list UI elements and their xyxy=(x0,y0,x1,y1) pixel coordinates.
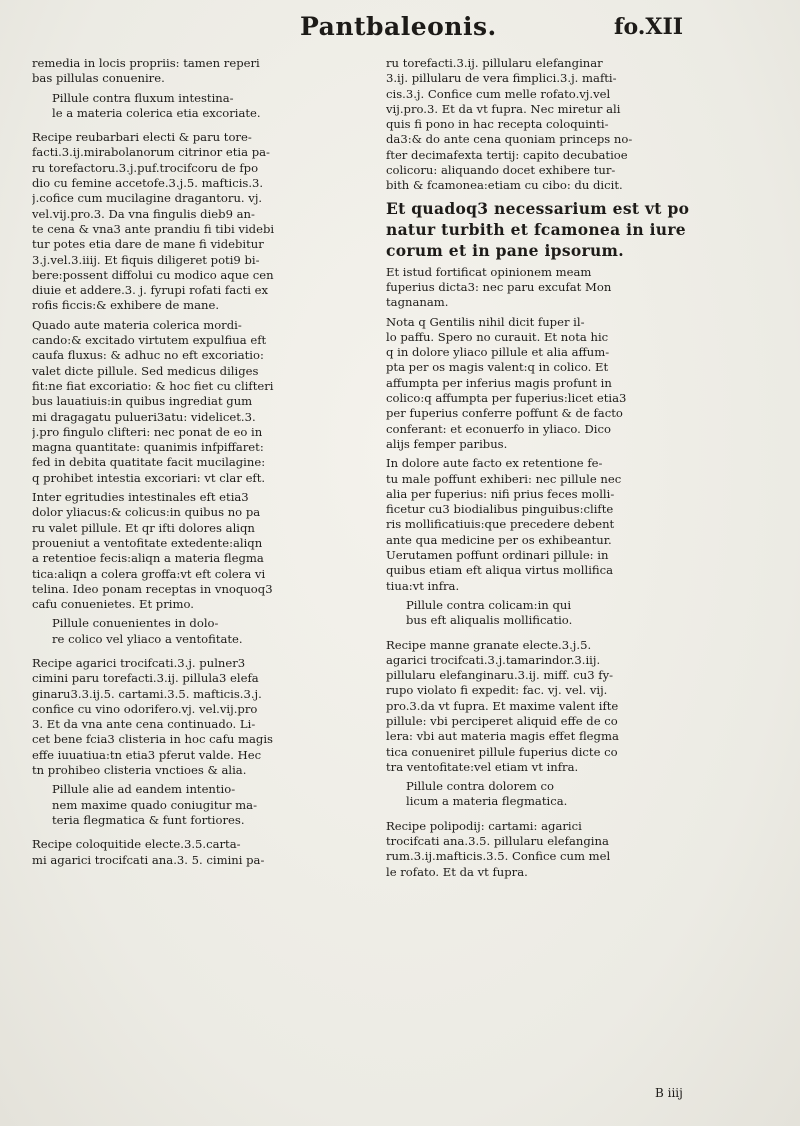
text-line: Quado aute materia colerica mordi- xyxy=(32,317,242,332)
text-line: rofis ficcis:& exhibere de mane. xyxy=(32,298,220,313)
text-line: q prohibet intestia excoriari: vt clar eft. xyxy=(32,470,266,485)
text-line: Pillule contra dolorem co xyxy=(406,779,555,794)
text-line: bere:possent diffolui cu modico aque cen xyxy=(32,267,274,282)
text-line: tur potes etia dare de mane fi videbitur xyxy=(32,237,264,252)
text-line: telina. Ideo ponam receptas in vnoquoq3 xyxy=(32,581,273,596)
right-paragraph xyxy=(386,819,724,880)
right-paragraph xyxy=(386,56,724,194)
text-line: bus lauatiuis:in quibus ingrediat gum xyxy=(32,394,253,409)
right-heading xyxy=(386,198,724,261)
text-line: proueniut a ventofitate extedente:aliqn xyxy=(32,535,263,550)
text-line: quibus etiam eft aliqua virtus mollifica xyxy=(386,563,614,578)
text-line: tn prohibeo clisteria vnctioes & alia. xyxy=(32,763,247,778)
left-rubric xyxy=(32,616,370,647)
paragraph-gap xyxy=(386,881,724,884)
text-line: conferant: et econuerfo in yliaco. Dico xyxy=(386,421,611,436)
text-line: In dolore aute facto ex retentione fe- xyxy=(386,456,603,471)
text-line: fit:ne fiat excoriatio: & hoc fiet cu clifteri xyxy=(32,378,274,393)
left-paragraph xyxy=(32,56,370,87)
paragraph-gap xyxy=(32,122,370,130)
text-line: le a materia colerica etia excoriate. xyxy=(52,105,261,120)
right-paragraph xyxy=(386,265,724,311)
right-rubric xyxy=(386,779,724,810)
text-line: Et istud fortificat opinionem meam xyxy=(386,264,592,279)
text-line: fter decimafexta tertij: capito decubatioe xyxy=(386,147,628,162)
text-line: cis.3.j. Confice cum melle rofato.vj.vel xyxy=(386,86,611,101)
paragraph-gap xyxy=(32,829,370,837)
text-line: cet bene fcia3 clisteria in hoc cafu magis xyxy=(32,732,274,747)
text-line: ris mollificatiuis:que precedere debent xyxy=(386,517,615,532)
text-line: natur turbith et fcamonea in iure xyxy=(386,219,686,239)
text-line: alia per fuperius: nifi prius feces molli- xyxy=(386,486,615,501)
text-line: vij.pro.3. Et da vt fupra. Nec miretur ali xyxy=(386,101,621,116)
text-line: facti.3.ij.mirabolanorum citrinor etia pa- xyxy=(32,145,270,160)
text-line: re colico vel yliaco a ventofitate. xyxy=(52,631,243,646)
text-line: vel.vij.pro.3. Da vna fingulis dieb9 an- xyxy=(32,206,255,221)
text-line: diuie et addere.3. j. fyrupi rofati facti ex xyxy=(32,283,269,298)
text-line: lo paffu. Spero no curauit. Et nota hic xyxy=(386,329,609,344)
text-line: colicoru: aliquando docet exhibere tur- xyxy=(386,163,616,178)
text-line: fed in debita quatitate facit mucilagine: xyxy=(32,455,266,470)
left-paragraph xyxy=(32,318,370,486)
text-line: alijs femper paribus. xyxy=(386,436,508,451)
text-line: j.pro fingulo clifteri: nec ponat de eo in xyxy=(32,424,263,439)
text-line: Pillule conuenientes in dolo- xyxy=(52,616,219,631)
text-line: dolor yliacus:& colicus:in quibus no pa xyxy=(32,505,261,520)
text-line: pillularu elefanginaru.3.ij. miff. cu3 fy- xyxy=(386,668,614,683)
left-rubric xyxy=(32,91,370,122)
text-line: Recipe agarici trocifcati.3.j. pulner3 xyxy=(32,655,246,670)
left-paragraph xyxy=(32,490,370,612)
text-line: Recipe manne granate electe.3.j.5. xyxy=(386,637,592,652)
text-line: rupo violato fi expedit: fac. vj. vel. vij. xyxy=(386,683,608,698)
text-line: a retentioe fecis:aliqn a materia flegma xyxy=(32,551,264,566)
text-line: quis fi pono in hac recepta coloquinti- xyxy=(386,117,609,132)
text-line: Pillule contra colicam:in qui xyxy=(406,597,572,612)
text-line: per fuperius conferre poffunt & de facto xyxy=(386,406,623,421)
text-line: 3.j.vel.3.iiij. Et fiquis diligeret poti9 bi- xyxy=(32,252,260,267)
text-line: tu male poffunt exhiberi: nec pillule nec xyxy=(386,471,622,486)
paragraph-gap xyxy=(386,811,724,819)
text-line: mi agarici trocifcati ana.3. 5. cimini pa- xyxy=(32,852,265,867)
text-line: affumpta per inferius magis profunt in xyxy=(386,375,612,390)
text-line: pillule: vbi perciperet aliquid effe de co xyxy=(386,713,618,728)
text-line: teria flegmatica & funt fortiores. xyxy=(52,812,245,827)
text-line: ru torefactoru.3.j.puf.trocifcoru de fpo xyxy=(32,160,259,175)
right-column xyxy=(386,56,724,884)
catchword: B iiij xyxy=(655,1086,683,1100)
text-line: trocifcati ana.3.5. pillularu elefangina xyxy=(386,834,609,849)
text-line: bas pillulas conuenire. xyxy=(32,71,165,86)
left-column xyxy=(32,56,370,872)
text-line: agarici trocifcati.3.j.tamarindor.3.iij. xyxy=(386,652,601,667)
page-title: Pantbaleonis. xyxy=(300,12,497,41)
text-line: tagnanam. xyxy=(386,295,449,310)
text-line: nem maxime quado coniugitur ma- xyxy=(52,797,258,812)
text-line: Recipe coloquitide electe.3.5.carta- xyxy=(32,837,241,852)
text-line: cimini paru torefacti.3.ij. pillula3 elefa xyxy=(32,671,259,686)
text-line: q in dolore yliaco pillule et alia affum- xyxy=(386,345,610,360)
text-line: caufa fluxus: & adhuc no eft excoriatio: xyxy=(32,348,264,363)
paragraph-gap xyxy=(32,648,370,656)
text-line: tiua:vt infra. xyxy=(386,578,460,593)
text-line: cafu conuenietes. Et primo. xyxy=(32,597,194,612)
text-line: pta per os magis valent:q in colico. Et xyxy=(386,360,609,375)
text-line: 3.ij. pillularu de vera fimplici.3.j. mafti- xyxy=(386,71,617,86)
text-line: mi dragagatu pulueri3atu: videlicet.3. xyxy=(32,409,256,424)
text-line: tica conueniret pillule fuperius dicte co xyxy=(386,744,618,759)
right-paragraph xyxy=(386,315,724,453)
text-line: da3:& do ante cena quoniam princeps no- xyxy=(386,132,633,147)
text-line: colico:q affumpta per fuperius:licet etia3 xyxy=(386,391,627,406)
text-line: rum.3.ij.mafticis.3.5. Confice cum mel xyxy=(386,849,611,864)
text-line: 3. Et da vna ante cena continuado. Li- xyxy=(32,717,256,732)
text-line: le rofato. Et da vt fupra. xyxy=(386,864,528,879)
text-line: magna quantitate: quanimis infpiffaret: xyxy=(32,440,264,455)
paragraph-gap xyxy=(386,630,724,638)
text-line: tra ventofitate:vel etiam vt infra. xyxy=(386,759,579,774)
text-line: corum et in pane ipsorum. xyxy=(386,240,624,260)
left-paragraph xyxy=(32,130,370,314)
text-line: Recipe reubarbari electi & paru tore- xyxy=(32,130,252,145)
running-head xyxy=(0,12,800,52)
text-line: Inter egritudies intestinales eft etia3 xyxy=(32,490,249,505)
text-line: lera: vbi aut materia magis effet flegma xyxy=(386,729,619,744)
text-line: Pillule contra fluxum intestina- xyxy=(52,90,234,105)
text-line: bus eft aliqualis mollificatio. xyxy=(406,613,573,628)
text-line: Nota q Gentilis nihil dicit fuper il- xyxy=(386,314,585,329)
text-line: confice cu vino odorifero.vj. vel.vij.pro xyxy=(32,701,258,716)
text-line: bith & fcamonea:etiam cu cibo: du dicit. xyxy=(386,178,623,193)
text-line: ru torefacti.3.ij. pillularu elefanginar xyxy=(386,56,603,70)
text-line: effe iuuatiua:tn etia3 pferut valde. Hec xyxy=(32,747,262,762)
text-line: ginaru3.3.ij.5. cartami.3.5. mafticis.3.j. xyxy=(32,686,262,701)
folio-number: fo.XII xyxy=(614,14,684,40)
right-paragraph xyxy=(386,456,724,594)
text-line: remedia in locis propriis: tamen reperi xyxy=(32,56,260,70)
text-line: Uerutamen poffunt ordinari pillule: in xyxy=(386,548,609,563)
text-line: dio cu femine accetofe.3.j.5. mafticis.3. xyxy=(32,176,264,191)
text-line: pro.3.da vt fupra. Et maxime valent ifte xyxy=(386,698,619,713)
text-line: licum a materia flegmatica. xyxy=(406,794,568,809)
text-line: fuperius dicta3: nec paru excufat Mon xyxy=(386,279,612,294)
text-line: Pillule alie ad eandem intentio- xyxy=(52,782,236,797)
paragraph-gap xyxy=(32,869,370,872)
text-line: valet dicte pillule. Sed medicus diliges xyxy=(32,363,259,378)
text-line: ru valet pillule. Et qr ifti dolores aliqn xyxy=(32,520,255,535)
text-line: Et quadoq3 necessarium est vt po xyxy=(386,198,690,218)
text-line: j.cofice cum mucilagine dragantoru. vj. xyxy=(32,191,263,206)
text-line: tica:aliqn a colera groffa:vt eft colera vi xyxy=(32,566,266,581)
left-rubric xyxy=(32,782,370,828)
right-rubric xyxy=(386,598,724,629)
text-line: ante qua medicine per os exhibeantur. xyxy=(386,532,612,547)
text-line: Recipe polipodij: cartami: agarici xyxy=(386,818,582,833)
right-paragraph xyxy=(386,638,724,776)
left-paragraph xyxy=(32,656,370,778)
text-line: te cena & vna3 ante prandiu fi tibi videbi xyxy=(32,221,275,236)
text-line: cando:& excitado virtutem expulfiua eft xyxy=(32,333,267,348)
text-line: ficetur cu3 biodialibus pinguibus:clifte xyxy=(386,502,614,517)
left-paragraph xyxy=(32,837,370,868)
